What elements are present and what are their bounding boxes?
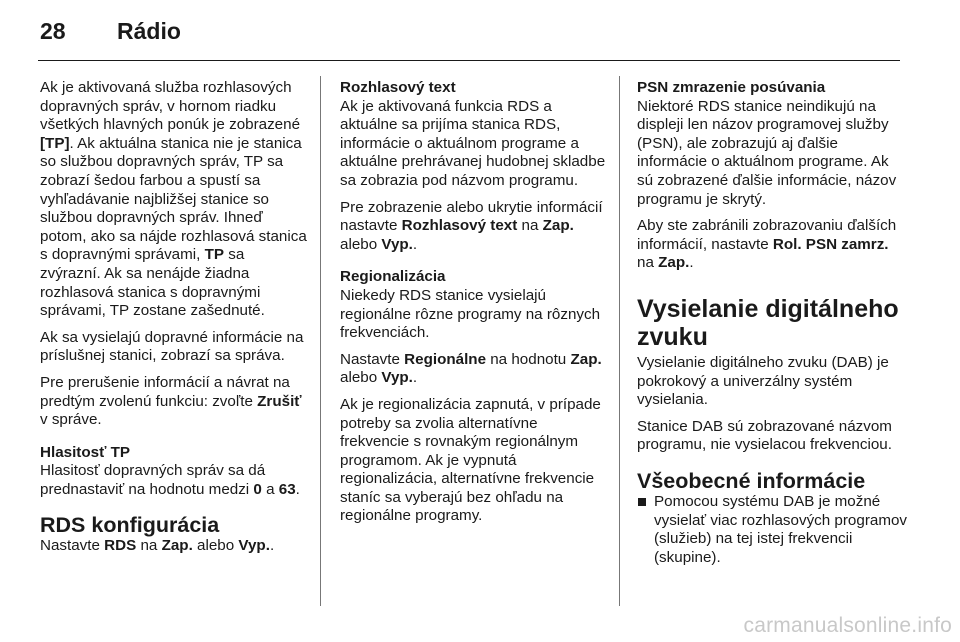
page-number: 28 [40,18,66,44]
page-title: Rádio [117,18,181,44]
column-divider-1 [320,76,321,606]
column-divider-2 [619,76,620,606]
psn-heading: PSN zmrazenie posúvania [637,79,826,96]
radio-text-setting: Pre zobrazenie alebo ukrytie informácií nastavte Rozhlasový text na Zap. alebo Vyp.. [340,198,603,253]
psn-description: Niektoré RDS stanice neindikujú na displeji len názov programovej služby (PSN), ale zobrazujú aj ďalšie informácie o aktuálnom programe. Ak sú zobrazené ďalšie informácie, názov programu je skrytý. [637,97,897,208]
psn-setting: Aby ste zabránili zobrazovaniu ďalších informácií, nastavte Rol. PSN zamrz. na Zap.. [637,217,897,272]
general-info-heading: Všeobecné informácie [637,468,866,493]
radio-text-description: Ak je aktivovaná funkcia RDS a aktuálne sa prijíma stanica RDS, informácie o aktuálnom programe a aktuálne prehrávanej hudobnej skladbe sa zobrazia pod názvom programu. [340,97,606,189]
traffic-message-paragraph: Ak sa vysielajú dopravné informácie na príslušnej stanici, zobrazí sa správa. [40,328,304,365]
regionalization-description: Niekedy RDS stanice vysielajú regionálne rôzne programy na rôznych frekvenciách. [340,286,601,342]
dab-intro: Vysielanie digitálneho zvuku (DAB) je pokrokový a univerzálny systém vysielania. [637,353,889,409]
column-2 [340,79,610,534]
tp-description: Ak je aktivovaná služba rozhlasových dopravných správ, v hornom riadku všetkých hlavných ponúk je zobrazené [TP]. Ak aktuálna stanica nie je stanica so službou dopravných správ, TP sa zobrazí šedou farbou a spustí sa vyhľadávanie najbližšej stanice so službou dopravných správ. Ihneď potom, ako sa nájde rozhlasová stanica s dopravnými správami, TP sa zvýrazní. Ak sa nenájde žiadna rozhlasová stanica s dopravnými správami, TP zostane zašednuté. [40,79,307,320]
rds-config-text: Nastavte RDS na Zap. alebo Vyp.. [40,537,275,555]
radio-text-heading: Rozhlasový text [340,79,456,96]
dab-heading: Vysielanie digitálneho zvuku [637,294,899,351]
bullet-square-icon [638,498,646,506]
column-3 [637,79,907,567]
watermark: carmanualsonline.info [743,614,952,637]
rds-config-heading: RDS konfigurácia [40,513,220,538]
column-1 [40,79,308,564]
regionalization-heading: Regionalizácia [340,268,446,286]
tp-volume-heading: Hlasitosť TP [40,443,130,461]
list-item: Pomocou systému DAB je možné vysielať viac rozhlasových programov (služieb) na tej istej frekvencii (skupine). [637,493,907,567]
cancel-paragraph: Pre prerušenie informácií a návrat na predtým zvolenú funkciu: zvoľte Zrušiť v správe. [40,373,302,429]
header-divider [38,60,900,61]
dab-stations: Stanice DAB sú zobrazované názvom programu, nie vysielacou frekvenciou. [637,417,892,454]
tp-volume-text: Hlasitosť dopravných správ sa dá prednastaviť na hodnotu medzi 0 a 63. [40,462,300,498]
regionalization-setting: Nastavte Regionálne na hodnotu Zap. alebo Vyp.. [340,350,602,387]
regionalization-behaviour: Ak je regionalizácia zapnutá, v prípade potreby sa zvolia alternatívne frekvencie s rovnakým regionálnym programom. Ak je vypnutá regionalizácia, alternatívne frekvencie staníc sa vyberajú bez ohľadu na regionálne programy. [340,395,601,525]
